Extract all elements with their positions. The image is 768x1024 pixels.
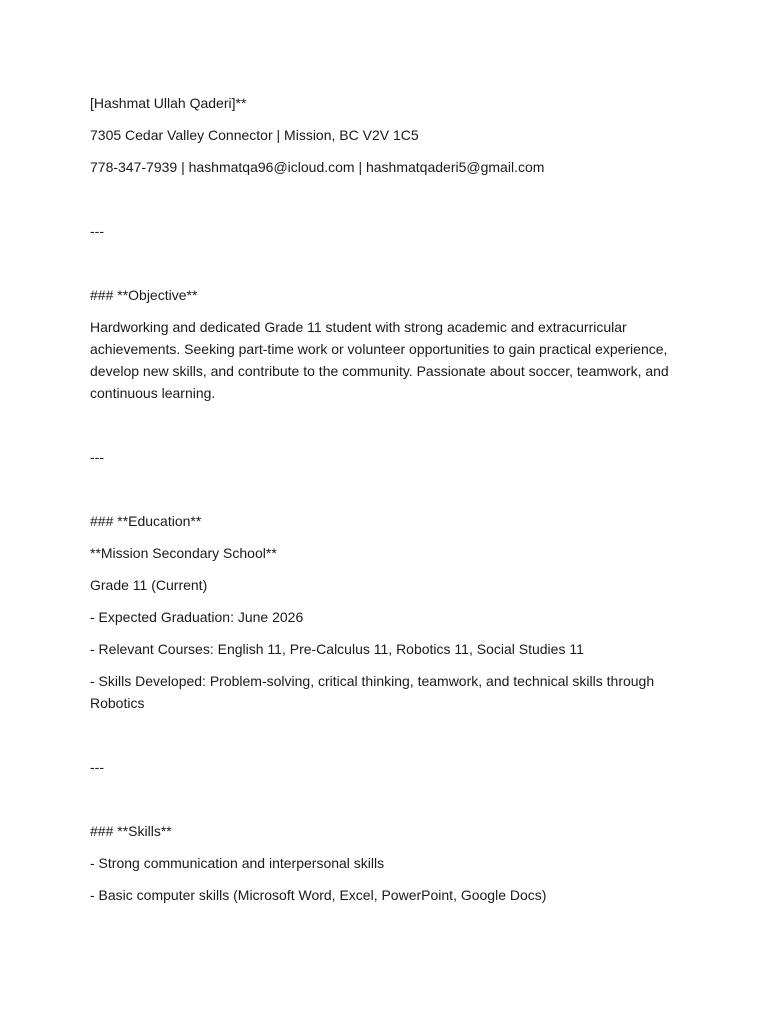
document-page bbox=[90, 92, 680, 906]
resume-name: [Hashmat Ullah Qaderi]** bbox=[90, 95, 247, 111]
resume-address: 7305 Cedar Valley Connector | Mission, BC V2V 1C5 bbox=[90, 127, 419, 143]
education-grade: Grade 11 (Current) bbox=[90, 577, 208, 593]
section-divider: --- bbox=[90, 759, 104, 775]
objective-heading: ### **Objective** bbox=[90, 287, 198, 303]
skills-item: - Basic computer skills (Microsoft Word, Excel, PowerPoint, Google Docs) bbox=[90, 887, 547, 903]
objective-text: Hardworking and dedicated Grade 11 student with strong academic and extracurricular achievements. Seeking part-time work or volunteer opportunities to gain practical experience, develop new skills, and contribute to the community. Passionate about soccer, teamwork, and continuous learning. bbox=[90, 319, 669, 401]
education-item: - Relevant Courses: English 11, Pre-Calculus 11, Robotics 11, Social Studies 11 bbox=[90, 641, 584, 657]
skills-heading: ### **Skills** bbox=[90, 823, 172, 839]
resume-contact: 778-347-7939 | hashmatqa96@icloud.com | hashmatqaderi5@gmail.com bbox=[90, 159, 545, 175]
section-divider: --- bbox=[90, 223, 104, 239]
skills-item: - Strong communication and interpersonal skills bbox=[90, 855, 385, 871]
education-heading: ### **Education** bbox=[90, 513, 202, 529]
education-school: **Mission Secondary School** bbox=[90, 545, 277, 561]
education-item: - Expected Graduation: June 2026 bbox=[90, 609, 304, 625]
education-item: - Skills Developed: Problem-solving, critical thinking, teamwork, and technical skills through Robotics bbox=[90, 673, 655, 711]
section-divider: --- bbox=[90, 449, 104, 465]
